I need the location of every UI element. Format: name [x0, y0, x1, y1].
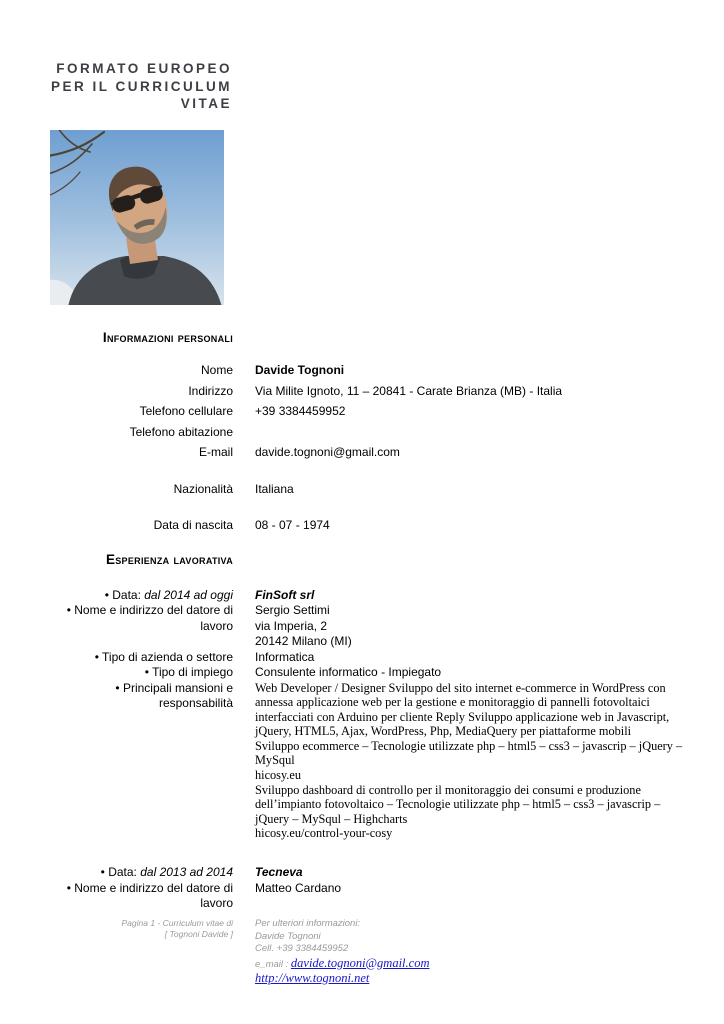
footer-page-line-1: Pagina 1 - Curriculum vitae di — [121, 918, 233, 928]
experience-entry-1 — [50, 588, 690, 842]
footer-contact-block — [255, 918, 429, 987]
experience-row-employer — [50, 603, 690, 650]
field-label-employer: • Nome e indirizzo del datore di lavoro — [66, 880, 233, 911]
field-label-role: • Tipo di impiego — [144, 665, 233, 679]
personal-row-email — [50, 442, 690, 463]
field-value-data-di-nascita: 08 - 07 - 1974 — [255, 518, 330, 532]
footer-contact-intro: Per ulteriori informazioni: — [255, 918, 361, 929]
cv-content — [50, 330, 690, 912]
field-label-nazionalita: Nazionalità — [173, 481, 233, 496]
duties-paragraph: hicosy.eu/control-your-cosy — [255, 826, 393, 841]
website-link[interactable]: http://www.tognoni.net — [255, 971, 370, 985]
employer-line: Matteo Cardano — [255, 880, 342, 895]
field-label-indirizzo: Indirizzo — [188, 383, 233, 398]
experience-row-employer — [50, 881, 690, 912]
section-heading-personal: Informazioni personali — [102, 330, 233, 345]
employer-line: via Imperia, 2 — [255, 618, 328, 633]
date-label: • Data: — [104, 587, 141, 602]
personal-row-nazionalita — [50, 479, 690, 500]
duties-paragraph: hicosy.eu — [255, 768, 301, 783]
section-heading-experience: Esperienza lavorativa — [105, 551, 233, 567]
company-name: Tecneva — [255, 865, 303, 880]
field-label-nome: Nome — [200, 363, 233, 377]
date-value: dal 2014 ad oggi — [144, 587, 233, 602]
duties-paragraph: Sviluppo ecommerce – Tecnologie utilizzate php – html5 – css3 – javascrip – jQuery – MySqul — [255, 738, 683, 768]
company-name: FinSoft srl — [255, 587, 315, 602]
footer-contact-cell: Cell. +39 3384459952 — [255, 943, 349, 954]
experience-row-sector — [50, 650, 690, 666]
date-value: dal 2013 ad 2014 — [140, 865, 233, 880]
field-label-data-di-nascita: Data di nascita — [153, 518, 233, 532]
employer-line: 20142 Milano (MI) — [255, 634, 352, 648]
footer-contact-name: Davide Tognoni — [255, 930, 321, 942]
duties-paragraph: Sviluppo dashboard di controllo per il monitoraggio dei consumi e produzione dell’impianto fotovoltaico – Tecnologie utilizzate php – html5 – css3 – javascrip – jQuery – MySqul – Highcharts — [255, 782, 661, 826]
field-label-sector: • Tipo di azienda o settore — [94, 649, 233, 664]
field-value-indirizzo: Via Milite Ignoto, 11 – 20841 - Carate Brianza (MB) - Italia — [255, 383, 563, 398]
profile-photo — [50, 130, 224, 305]
field-value-email: davide.tognoni@gmail.com — [255, 445, 400, 459]
portrait-illustration — [50, 130, 224, 305]
experience-entry-2 — [50, 865, 690, 912]
email-link[interactable]: davide.tognoni@gmail.com — [290, 955, 430, 970]
experience-row-role — [50, 665, 690, 681]
personal-row-nome — [50, 360, 690, 381]
field-label-duties: • Principali mansioni e responsabilità — [115, 680, 233, 710]
date-label: • Data: — [100, 865, 137, 880]
field-label-telefono-cellulare: Telefono cellulare — [139, 404, 233, 418]
personal-row-telefono-cellulare — [50, 401, 690, 422]
employer-line: Sergio Settimi — [255, 603, 330, 617]
document-title — [50, 60, 232, 113]
field-label-employer: • Nome e indirizzo del datore di lavoro — [66, 603, 233, 633]
document-title-line-3: VITAE — [180, 96, 232, 111]
experience-row-date — [50, 588, 690, 604]
field-label-telefono-abitazione: Telefono abitazione — [129, 424, 233, 439]
experience-row-duties — [50, 681, 690, 842]
personal-row-indirizzo — [50, 381, 690, 402]
field-value-telefono-abitazione — [255, 422, 690, 443]
duties-text — [255, 681, 690, 842]
experience-row-date — [50, 865, 690, 881]
footer-website-line — [255, 971, 429, 987]
document-title-line-1: FORMATO EUROPEO — [56, 61, 232, 76]
field-value-nazionalita: Italiana — [255, 481, 294, 496]
field-label-data — [50, 865, 233, 881]
field-value-nome: Davide Tognoni — [255, 363, 345, 377]
employer-details — [255, 881, 690, 912]
document-title-line-2: PER IL CURRICULUM — [50, 78, 232, 94]
employer-details — [255, 603, 690, 650]
field-label-data — [50, 588, 233, 604]
footer-email-label: e_mail : — [255, 958, 289, 970]
personal-row-telefono-abitazione — [50, 422, 690, 443]
duties-paragraph: Web Developer / Designer Sviluppo del sito internet e-commerce in WordPress con annessa applicazione web per la gestione e monitoraggio di pannelli fotovoltaici interfacciati con Arduino per cliente Reply Sviluppo applicazione web in Javascript, jQuery, HTML5, Ajax, WordPress, Php, MediaQuery per piattaforme mobili — [255, 680, 670, 739]
footer-email-line — [255, 956, 429, 972]
footer-page-line-2: [ Tognoni Davide ] — [164, 929, 233, 939]
field-value-telefono-cellulare: +39 3384459952 — [255, 404, 346, 418]
sector-value: Informatica — [255, 649, 315, 664]
footer-page-info — [50, 918, 233, 940]
personal-row-data-di-nascita — [50, 515, 690, 536]
field-label-email: E-mail — [198, 445, 233, 459]
role-value: Consulente informatico - Impiegato — [255, 665, 442, 679]
